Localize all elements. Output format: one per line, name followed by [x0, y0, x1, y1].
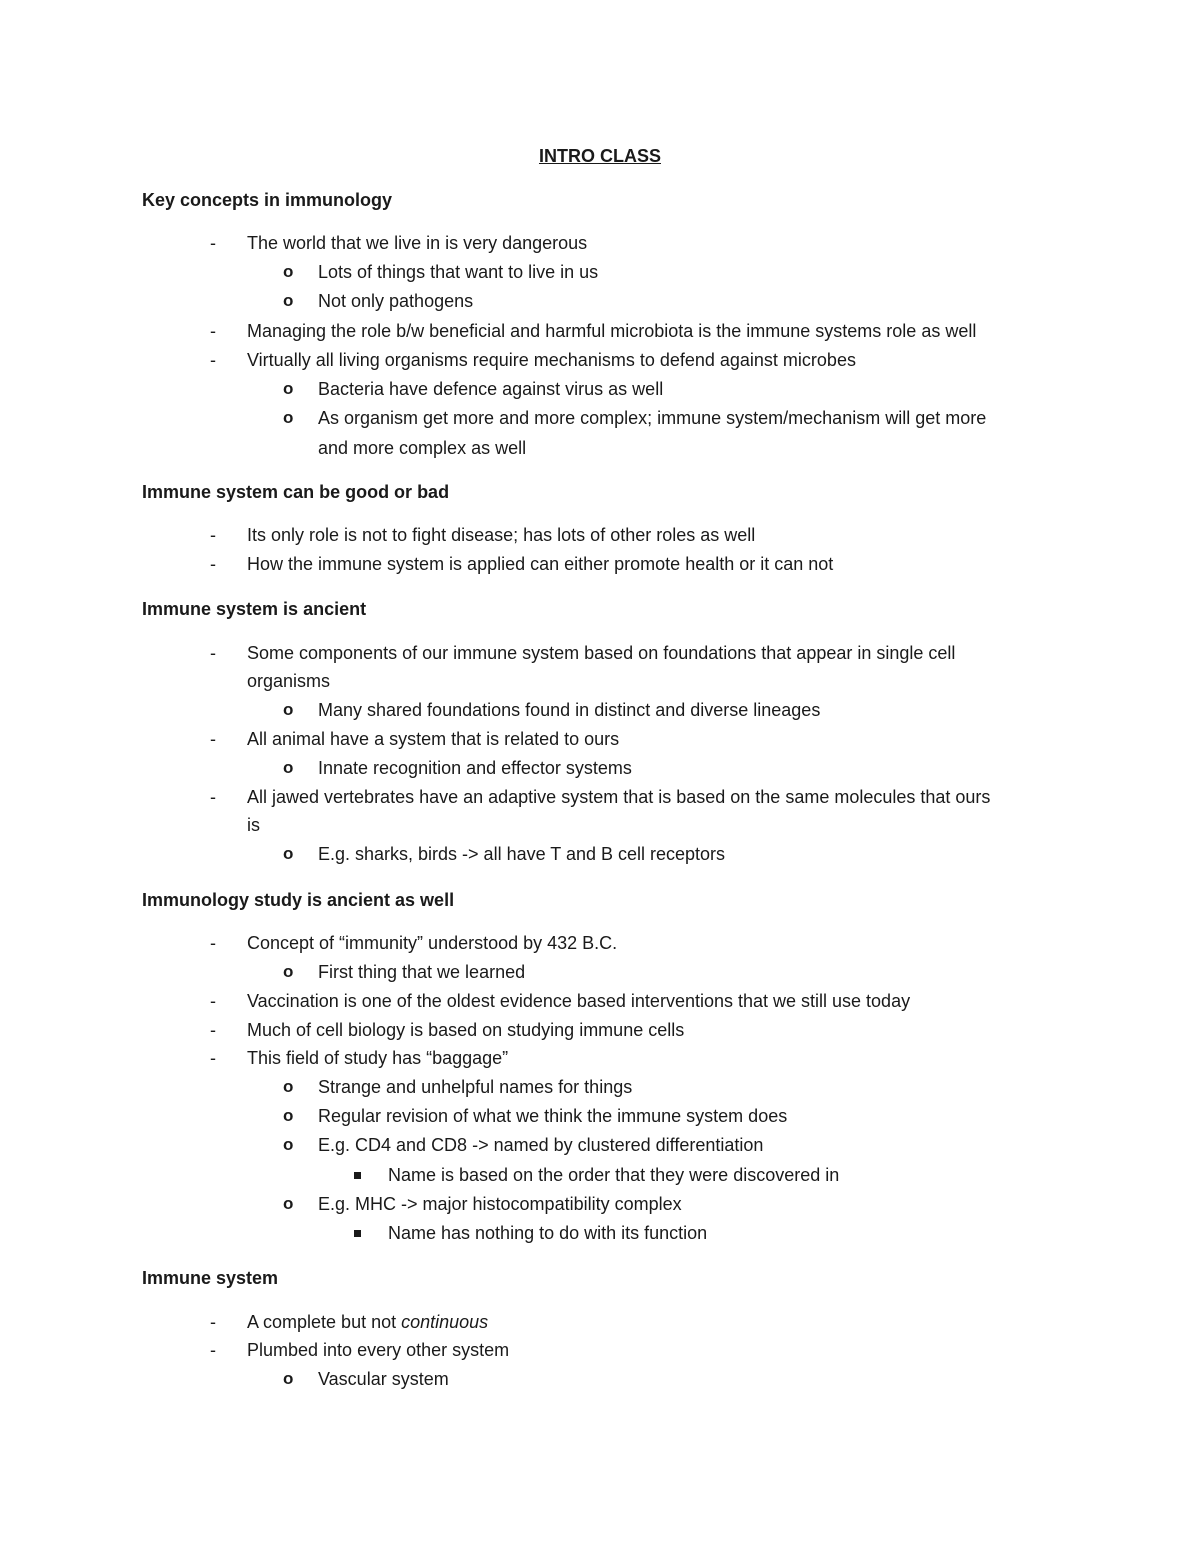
list-item-text: Vaccination is one of the oldest evidence based interventions that we still use today — [247, 991, 911, 1011]
list-item-text: Innate recognition and effector systems — [318, 758, 632, 778]
list-item — [0, 989, 1200, 1013]
list-item-text: Not only pathogens — [318, 291, 474, 311]
list-item — [0, 523, 1200, 547]
section-heading: Immune system — [142, 1268, 279, 1288]
list-item — [0, 698, 1200, 722]
square-bullet-icon — [354, 1172, 361, 1179]
list-item-continuation — [0, 436, 1200, 460]
dash-bullet: - — [210, 233, 216, 253]
dash-bullet: - — [210, 554, 216, 574]
list-item — [0, 1338, 1200, 1362]
list-item — [0, 1163, 1200, 1187]
dash-bullet: - — [210, 525, 216, 545]
list-item-text — [247, 1310, 488, 1334]
circle-bullet: o — [283, 700, 294, 719]
list-item-text: First thing that we learned — [318, 962, 526, 982]
list-item — [0, 1104, 1200, 1128]
dash-bullet: - — [210, 643, 216, 663]
list-item-text: Vascular system — [318, 1369, 449, 1389]
list-item — [0, 641, 1200, 665]
list-item — [0, 406, 1200, 430]
list-item-text: Some components of our immune system based on foundations that appear in single cell — [247, 643, 956, 663]
page-title: INTRO CLASS — [538, 146, 661, 166]
list-item-text: Its only role is not to fight disease; has lots of other roles as well — [247, 525, 756, 545]
list-item-text: Strange and unhelpful names for things — [318, 1077, 633, 1097]
section-heading: Immune system is ancient — [142, 599, 367, 619]
list-item — [0, 552, 1200, 576]
circle-bullet: o — [283, 844, 294, 863]
list-item — [0, 348, 1200, 372]
list-item-text: E.g. MHC -> major histocompatibility complex — [318, 1194, 682, 1214]
list-item — [0, 1192, 1200, 1216]
list-item-text: organisms — [247, 671, 331, 691]
dash-bullet: - — [210, 1048, 216, 1068]
list-item-text: Much of cell biology is based on studying immune cells — [247, 1020, 685, 1040]
list-item-text: Many shared foundations found in distinct and diverse lineages — [318, 700, 821, 720]
list-item — [0, 756, 1200, 780]
list-item — [0, 842, 1200, 866]
circle-bullet: o — [283, 408, 294, 427]
list-item-text: Concept of “immunity” understood by 432 B.C. — [247, 933, 618, 953]
section-heading: Immune system can be good or bad — [142, 482, 450, 502]
circle-bullet: o — [283, 262, 294, 281]
list-item — [0, 1310, 1200, 1334]
list-item — [0, 289, 1200, 313]
dash-bullet: - — [210, 787, 216, 807]
list-item-text: E.g. CD4 and CD8 -> named by clustered differentiation — [318, 1135, 764, 1155]
emphasized-text: continuous — [401, 1312, 489, 1332]
circle-bullet: o — [283, 1135, 294, 1154]
list-item-text: Name has nothing to do with its function — [388, 1223, 708, 1243]
circle-bullet: o — [283, 1369, 294, 1388]
list-item-text: All animal have a system that is related to ours — [247, 729, 620, 749]
circle-bullet: o — [283, 379, 294, 398]
list-item-continuation — [0, 669, 1200, 693]
list-item — [0, 785, 1200, 809]
list-item-text: is — [247, 815, 260, 835]
list-item-text: Lots of things that want to live in us — [318, 262, 599, 282]
list-item-text: How the immune system is applied can either promote health or it can not — [247, 554, 834, 574]
circle-bullet: o — [283, 962, 294, 981]
dash-bullet: - — [210, 729, 216, 749]
section-heading: Key concepts in immunology — [142, 190, 393, 210]
dash-bullet: - — [210, 933, 216, 953]
circle-bullet: o — [283, 1077, 294, 1096]
list-item — [0, 260, 1200, 284]
list-item-text: Managing the role b/w beneficial and harmful microbiota is the immune systems role as well — [247, 321, 977, 341]
list-item — [0, 1133, 1200, 1157]
dash-bullet: - — [210, 350, 216, 370]
list-item-text: As organism get more and more complex; immune system/mechanism will get more — [318, 408, 987, 428]
list-item-text: All jawed vertebrates have an adaptive system that is based on the same molecules that ours — [247, 787, 991, 807]
dash-bullet: - — [210, 1340, 216, 1360]
circle-bullet: o — [283, 758, 294, 777]
list-item-continuation — [0, 813, 1200, 837]
list-item — [0, 727, 1200, 751]
list-item-text: This field of study has “baggage” — [247, 1048, 509, 1068]
list-item — [0, 960, 1200, 984]
list-item — [0, 1018, 1200, 1042]
list-item-text: Virtually all living organisms require mechanisms to defend against microbes — [247, 350, 856, 370]
circle-bullet: o — [283, 1194, 294, 1213]
list-item — [0, 319, 1200, 343]
dash-bullet: - — [210, 1020, 216, 1040]
list-item — [0, 1075, 1200, 1099]
circle-bullet: o — [283, 1106, 294, 1125]
circle-bullet: o — [283, 291, 294, 310]
square-bullet-icon — [354, 1230, 361, 1237]
list-item — [0, 1221, 1200, 1245]
list-item-text: E.g. sharks, birds -> all have T and B cell receptors — [318, 844, 726, 864]
list-item-text-part: A complete but not — [247, 1312, 402, 1332]
dash-bullet: - — [210, 321, 216, 341]
list-item — [0, 377, 1200, 401]
list-item-text: The world that we live in is very dangerous — [247, 233, 588, 253]
dash-bullet: - — [210, 1312, 216, 1332]
list-item-text: and more complex as well — [318, 438, 527, 458]
list-item-text: Plumbed into every other system — [247, 1340, 510, 1360]
section-heading: Immunology study is ancient as well — [142, 890, 455, 910]
list-item — [0, 931, 1200, 955]
list-item-text: Name is based on the order that they were discovered in — [388, 1165, 840, 1185]
list-item-text: Bacteria have defence against virus as well — [318, 379, 664, 399]
list-item — [0, 1046, 1200, 1070]
dash-bullet: - — [210, 991, 216, 1011]
list-item — [0, 231, 1200, 255]
list-item — [0, 1367, 1200, 1391]
list-item-text: Regular revision of what we think the immune system does — [318, 1106, 788, 1126]
